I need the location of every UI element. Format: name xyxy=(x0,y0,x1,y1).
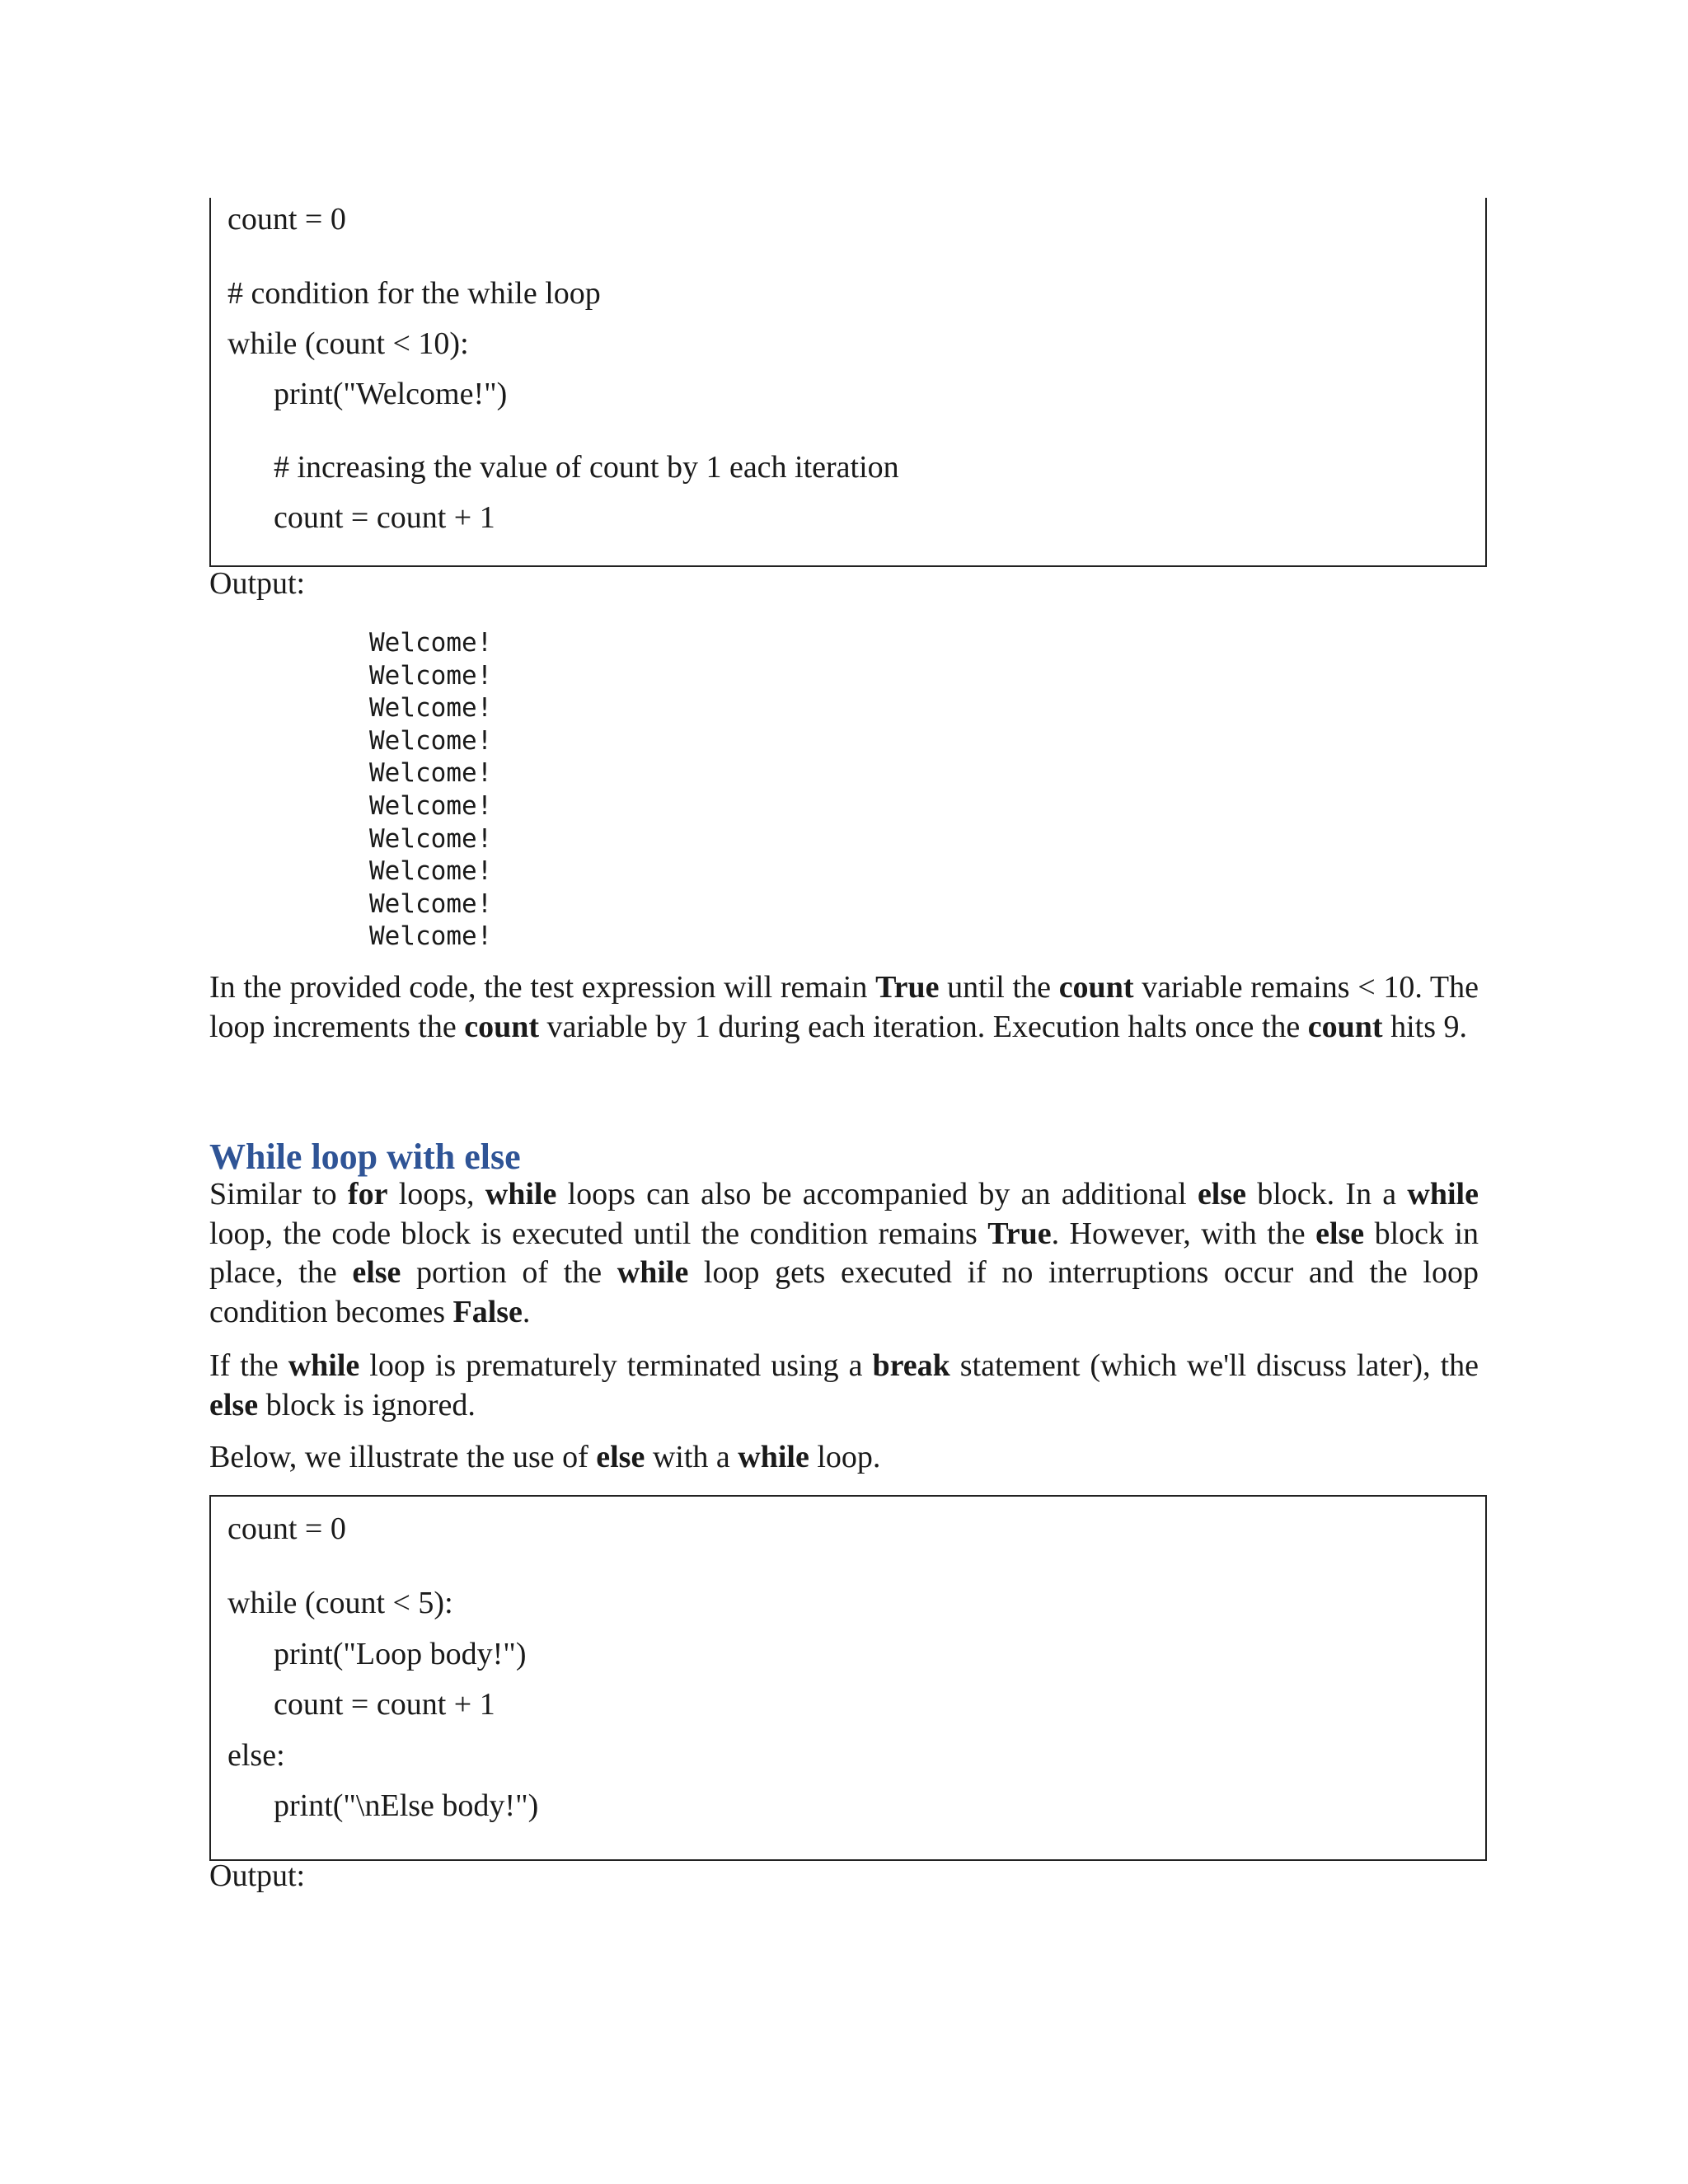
program-output xyxy=(369,627,492,954)
code-block-while-else xyxy=(209,1495,1487,1861)
output-line: Welcome! xyxy=(369,725,493,756)
break-paragraph: If the while loop is prematurely terminated using a break statement (which we'll discuss later), the else block is ignored. xyxy=(209,1348,1479,1422)
output-line: Welcome! xyxy=(369,921,493,952)
output-line: Welcome! xyxy=(369,628,493,658)
code-line: # increasing the value of count by 1 each iteration xyxy=(274,450,899,485)
code-block-while-loop xyxy=(209,198,1487,567)
code-line: count = count + 1 xyxy=(274,1687,495,1722)
output-line: Welcome! xyxy=(369,693,493,724)
explanation-paragraph: In the provided code, the test expression will remain True until the count variable remains < 10. The loop increments the count variable by 1 during each iteration. Execution halts once the count hits 9. xyxy=(209,970,1479,1044)
code-line: count = 0 xyxy=(227,1511,346,1546)
output-line: Welcome! xyxy=(369,758,493,789)
output-label: Output: xyxy=(209,566,306,601)
output-line: Welcome! xyxy=(369,888,493,919)
output-line: Welcome! xyxy=(369,823,493,854)
output-line: Welcome! xyxy=(369,660,493,691)
output-line: Welcome! xyxy=(369,790,493,821)
code-line: count = count + 1 xyxy=(274,500,495,535)
intro-paragraph: Similar to for loops, while loops can also be accompanied by an additional else block. In a while loop, the code block is executed until the condition remains True. However, with the else block in place, the else portion of the while loop gets executed if no interruptions occur and the loop condition becomes False. xyxy=(209,1177,1479,1329)
code-line: while (count < 5): xyxy=(227,1586,453,1620)
section-heading: While loop with else xyxy=(209,1137,521,1177)
output-label: Output: xyxy=(209,1858,306,1893)
code-line: print("Loop body!") xyxy=(274,1637,527,1671)
code-line: # condition for the while loop xyxy=(227,276,601,311)
code-line: count = 0 xyxy=(227,202,346,237)
code-line: print("Welcome!") xyxy=(274,377,508,411)
illustrate-paragraph: Below, we illustrate the use of else with a while loop. xyxy=(209,1440,881,1474)
output-line: Welcome! xyxy=(369,856,493,887)
code-line: while (count < 10): xyxy=(227,326,469,361)
code-line: print("\nElse body!") xyxy=(274,1788,539,1823)
code-line: else: xyxy=(227,1738,285,1773)
